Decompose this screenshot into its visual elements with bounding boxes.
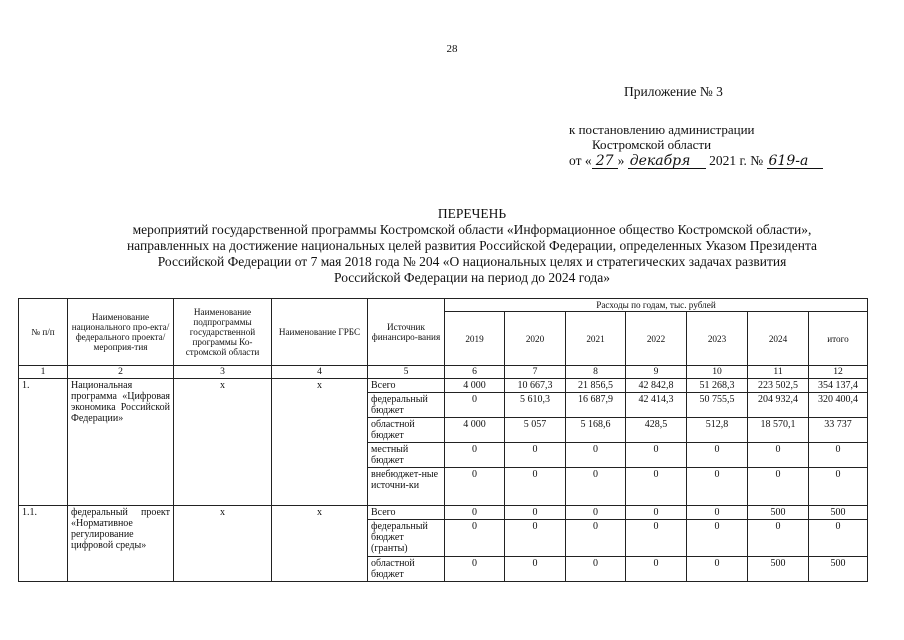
column-number: 7 (505, 366, 566, 379)
date-prefix: от « (569, 153, 592, 168)
handwritten-day: 27 (592, 154, 618, 169)
value-cell: 0 (505, 506, 566, 520)
value-cell: 16 687,9 (566, 393, 626, 418)
value-cell: 5 610,3 (505, 393, 566, 418)
value-cell: 5 168,6 (566, 418, 626, 443)
column-number: 10 (687, 366, 748, 379)
value-cell: 0 (687, 468, 748, 506)
handwritten-month: декабря (628, 154, 706, 169)
column-number: 11 (748, 366, 809, 379)
value-cell: 0 (809, 468, 868, 506)
value-cell: 4 000 (445, 418, 505, 443)
value-cell: 10 667,3 (505, 379, 566, 393)
column-number: 1 (19, 366, 68, 379)
project-name: Национальная программа «Цифровая экономика Российской Федерации» (68, 379, 174, 506)
value-cell: 0 (505, 468, 566, 506)
column-number: 5 (368, 366, 445, 379)
appendix-label: Приложение № 3 (624, 84, 723, 99)
column-number: 6 (445, 366, 505, 379)
value-cell: 0 (626, 506, 687, 520)
value-cell: 4 000 (445, 379, 505, 393)
value-cell: 320 400,4 (809, 393, 868, 418)
value-cell: 0 (505, 443, 566, 468)
column-number: 9 (626, 366, 687, 379)
column-number: 8 (566, 366, 626, 379)
subprogram-name: х (174, 379, 272, 506)
value-cell: 512,8 (687, 418, 748, 443)
row-number: 1. (19, 379, 68, 506)
value-cell: 21 856,5 (566, 379, 626, 393)
grbs-name: х (272, 506, 368, 582)
project-name: федеральный проект «Нормативное регулирование цифровой среды» (68, 506, 174, 582)
value-cell: 204 932,4 (748, 393, 809, 418)
value-cell: 500 (809, 557, 868, 582)
title-line-1: мероприятий государственной программы Костромской области «Информационное общество Костромской области», (132, 222, 812, 237)
value-cell: 500 (748, 506, 809, 520)
value-cell: 50 755,5 (687, 393, 748, 418)
header-num: № п/п (19, 299, 68, 366)
column-number: 4 (272, 366, 368, 379)
header-project: Наименование национального про-екта/федерального проекта/ мероприя-тия (68, 299, 174, 366)
value-cell: 0 (566, 468, 626, 506)
subprogram-name: х (174, 506, 272, 582)
header-source: Источник финансиро-вания (368, 299, 445, 366)
value-cell: 51 268,3 (687, 379, 748, 393)
header-total: итого (809, 312, 868, 366)
value-cell: 0 (687, 506, 748, 520)
value-cell: 0 (626, 520, 687, 557)
value-cell: 0 (687, 557, 748, 582)
region-name: Костромской области (592, 137, 712, 152)
value-cell: 0 (566, 520, 626, 557)
source-cell: областной бюджет (368, 418, 445, 443)
document-title (40, 206, 904, 286)
grbs-name: х (272, 379, 368, 506)
title-main: ПЕРЕЧЕНЬ (437, 206, 507, 221)
source-cell: федеральный бюджет (368, 393, 445, 418)
value-cell: 0 (445, 443, 505, 468)
value-cell: 42 414,3 (626, 393, 687, 418)
table-row (19, 379, 868, 393)
value-cell: 0 (626, 557, 687, 582)
value-cell: 0 (566, 443, 626, 468)
value-cell: 0 (809, 443, 868, 468)
column-number: 12 (809, 366, 868, 379)
source-cell: областной бюджет (368, 557, 445, 582)
value-cell: 0 (809, 520, 868, 557)
value-cell: 0 (445, 468, 505, 506)
value-cell: 0 (748, 520, 809, 557)
source-cell: местный бюджет (368, 443, 445, 468)
header-year: 2023 (687, 312, 748, 366)
value-cell: 42 842,8 (626, 379, 687, 393)
header-year: 2020 (505, 312, 566, 366)
value-cell: 0 (445, 520, 505, 557)
header-year: 2019 (445, 312, 505, 366)
title-line-2: направленных на достижение национальных целей развития Российской Федерации, определенных Указом Президента (126, 238, 818, 253)
title-line-4: Российской Федерации на период до 2024 года» (334, 270, 610, 285)
value-cell: 500 (748, 557, 809, 582)
source-cell: Всего (368, 379, 445, 393)
measures-table (18, 298, 868, 582)
header-year: 2022 (626, 312, 687, 366)
decree-date-line (569, 153, 823, 169)
value-cell: 0 (626, 468, 687, 506)
source-cell: федеральный бюджет (гранты) (368, 520, 445, 557)
value-cell: 0 (445, 393, 505, 418)
value-cell: 0 (687, 520, 748, 557)
source-cell: Всего (368, 506, 445, 520)
value-cell: 0 (687, 443, 748, 468)
value-cell: 0 (445, 557, 505, 582)
column-number: 3 (174, 366, 272, 379)
value-cell: 0 (566, 506, 626, 520)
value-cell: 223 502,5 (748, 379, 809, 393)
value-cell: 0 (505, 520, 566, 557)
value-cell: 0 (626, 443, 687, 468)
value-cell: 354 137,4 (809, 379, 868, 393)
header-year: 2021 (566, 312, 626, 366)
value-cell: 33 737 (809, 418, 868, 443)
value-cell: 0 (445, 506, 505, 520)
column-number-row (19, 366, 868, 379)
title-line-3: Российской Федерации от 7 мая 2018 года № 204 «О национальных целях и стратегических задачах развития (157, 254, 787, 269)
decree-reference: к постановлению администрации (569, 122, 755, 137)
value-cell: 5 057 (505, 418, 566, 443)
row-number: 1.1. (19, 506, 68, 582)
value-cell: 0 (505, 557, 566, 582)
value-cell: 18 570,1 (748, 418, 809, 443)
value-cell: 0 (566, 557, 626, 582)
header-grbs: Наименование ГРБС (272, 299, 368, 366)
value-cell: 500 (809, 506, 868, 520)
value-cell: 428,5 (626, 418, 687, 443)
column-number: 2 (68, 366, 174, 379)
source-cell: внебюджет-ные источни-ки (368, 468, 445, 506)
header-year: 2024 (748, 312, 809, 366)
page-number: 28 (446, 43, 458, 55)
table-row (19, 506, 868, 520)
date-mid: » (617, 153, 625, 168)
value-cell: 0 (748, 468, 809, 506)
value-cell: 0 (748, 443, 809, 468)
header-subprogram: Наименование подпрограммы государственной программы Ко-стромской области (174, 299, 272, 366)
header-expenses: Расходы по годам, тыс. рублей (445, 299, 868, 312)
year-text: 2021 г. № (709, 153, 764, 168)
handwritten-decree-number: 619-а (767, 154, 823, 169)
